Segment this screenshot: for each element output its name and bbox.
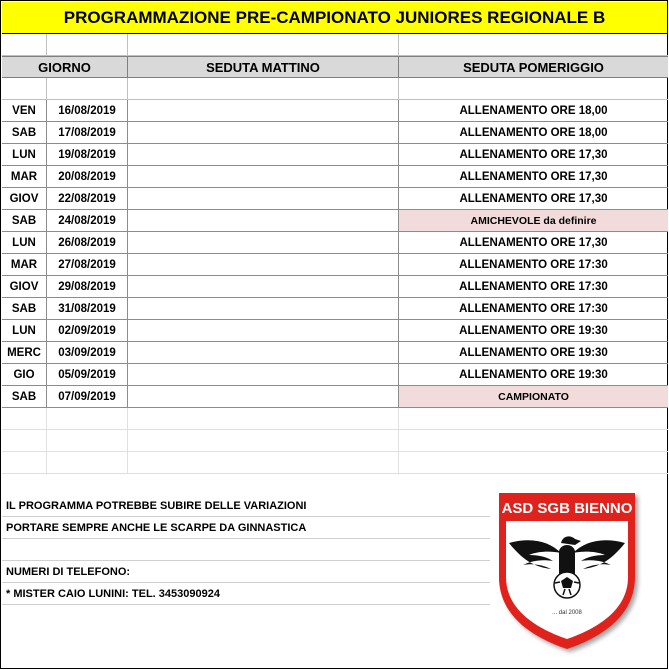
morning-cell[interactable] [128,210,399,231]
day-cell[interactable]: MAR [2,254,47,275]
blank-cell[interactable] [128,430,399,451]
date-cell[interactable]: 31/08/2019 [47,298,128,319]
afternoon-cell[interactable]: ALLENAMENTO ORE 17:30 [459,258,608,271]
morning-cell[interactable] [128,122,399,143]
afternoon-cell[interactable]: ALLENAMENTO ORE 17,30 [459,148,608,161]
header-giorno: GIORNO [2,57,128,77]
date-cell[interactable]: 22/08/2019 [47,188,128,209]
logo-club-name: ASD SGB BIENNO [501,500,633,517]
blank-cell[interactable] [128,408,399,429]
table-row [2,100,668,122]
afternoon-cell[interactable]: ALLENAMENTO ORE 19:30 [459,324,608,337]
date-cell[interactable]: 02/09/2019 [47,320,128,341]
morning-cell[interactable] [128,276,399,297]
table-row [2,188,668,210]
contact-mister: * MISTER CAIO LUNINI: TEL. 3453090924 [2,583,490,605]
day-cell[interactable]: SAB [2,298,47,319]
club-logo [491,485,643,655]
afternoon-cell[interactable]: CAMPIONATO [399,386,668,407]
table-row [2,320,668,342]
date-cell[interactable]: 20/08/2019 [47,166,128,187]
blank-cell[interactable] [47,78,128,99]
blank-cell[interactable] [47,408,128,429]
day-cell[interactable]: MAR [2,166,47,187]
date-cell[interactable]: 16/08/2019 [47,100,128,121]
page-title: PROGRAMMAZIONE PRE-CAMPIONATO JUNIORES REGIONALE B [2,2,667,34]
blank-cell[interactable] [2,408,47,429]
day-cell[interactable]: MERC [2,342,47,363]
header-seduta-pomeriggio: SEDUTA POMERIGGIO [463,59,604,75]
day-cell[interactable]: GIO [2,364,47,385]
morning-cell[interactable] [128,188,399,209]
blank-cell[interactable] [399,452,668,473]
day-cell[interactable]: SAB [2,210,47,231]
blank-cell[interactable] [2,452,47,473]
morning-cell[interactable] [128,320,399,341]
logo-since: ... dal 2008 [552,610,582,616]
date-cell[interactable]: 03/09/2019 [47,342,128,363]
morning-cell[interactable] [128,342,399,363]
afternoon-cell[interactable]: ALLENAMENTO ORE 17,30 [459,170,608,183]
date-cell[interactable]: 17/08/2019 [47,122,128,143]
morning-cell[interactable] [128,298,399,319]
morning-cell[interactable] [128,144,399,165]
table-row [2,342,668,364]
phones-label: NUMERI DI TELEFONO: [2,561,490,583]
afternoon-cell[interactable]: ALLENAMENTO ORE 17:30 [459,280,608,293]
blank-cell[interactable] [399,34,668,55]
table-row [2,298,668,320]
blank-cell[interactable] [128,78,399,99]
note-blank [2,539,490,561]
date-cell[interactable]: 05/09/2019 [47,364,128,385]
table-row [2,364,668,386]
date-cell[interactable]: 19/08/2019 [47,144,128,165]
table-row [2,144,668,166]
blank-cell[interactable] [399,408,668,429]
table-header [2,56,668,78]
morning-cell[interactable] [128,254,399,275]
morning-cell[interactable] [128,386,399,407]
afternoon-cell[interactable]: ALLENAMENTO ORE 18,00 [459,104,608,117]
date-cell[interactable]: 07/09/2019 [47,386,128,407]
morning-cell[interactable] [128,100,399,121]
header-seduta-mattino: SEDUTA MATTINO [128,57,399,77]
blank-cell[interactable] [2,430,47,451]
table-row [2,254,668,276]
blank-cell[interactable] [2,78,47,99]
afternoon-cell[interactable]: ALLENAMENTO ORE 17,30 [459,192,608,205]
table-row [2,386,668,408]
eagle-football-crest-icon [491,485,643,655]
blank-cell[interactable] [128,34,399,55]
day-cell[interactable]: SAB [2,122,47,143]
day-cell[interactable]: LUN [2,144,47,165]
day-cell[interactable]: LUN [2,232,47,253]
date-cell[interactable]: 27/08/2019 [47,254,128,275]
afternoon-cell[interactable]: ALLENAMENTO ORE 19:30 [459,346,608,359]
day-cell[interactable]: GIOV [2,276,47,297]
afternoon-cell[interactable]: ALLENAMENTO ORE 18,00 [459,126,608,139]
table-row [2,232,668,254]
afternoon-cell[interactable]: ALLENAMENTO ORE 19:30 [459,368,608,381]
blank-cell[interactable] [128,452,399,473]
day-cell[interactable]: LUN [2,320,47,341]
table-row [2,276,668,298]
morning-cell[interactable] [128,364,399,385]
morning-cell[interactable] [128,166,399,187]
date-cell[interactable]: 24/08/2019 [47,210,128,231]
note-variations: IL PROGRAMMA POTREBBE SUBIRE DELLE VARIAZIONI [2,495,490,517]
blank-row-top [2,34,668,56]
blank-cell[interactable] [47,430,128,451]
date-cell[interactable]: 26/08/2019 [47,232,128,253]
afternoon-cell[interactable]: AMICHEVOLE da definire [399,210,668,231]
table-row [2,122,668,144]
note-shoes: PORTARE SEMPRE ANCHE LE SCARPE DA GINNASTICA [2,517,490,539]
table-row [2,210,668,232]
blank-cell[interactable] [399,78,668,99]
day-cell[interactable]: SAB [2,386,47,407]
blank-cell[interactable] [47,452,128,473]
morning-cell[interactable] [128,232,399,253]
blank-cell[interactable] [47,34,128,55]
empty-row [2,430,668,452]
empty-row [2,452,668,474]
blank-cell[interactable] [399,430,668,451]
date-cell[interactable]: 29/08/2019 [47,276,128,297]
table-row [2,166,668,188]
blank-row-header [2,78,668,100]
blank-cell[interactable] [2,34,47,55]
empty-row [2,408,668,430]
afternoon-cell[interactable]: ALLENAMENTO ORE 17:30 [459,302,608,315]
day-cell[interactable]: GIOV [2,188,47,209]
afternoon-cell[interactable]: ALLENAMENTO ORE 17,30 [459,236,608,249]
day-cell[interactable]: VEN [2,100,47,121]
